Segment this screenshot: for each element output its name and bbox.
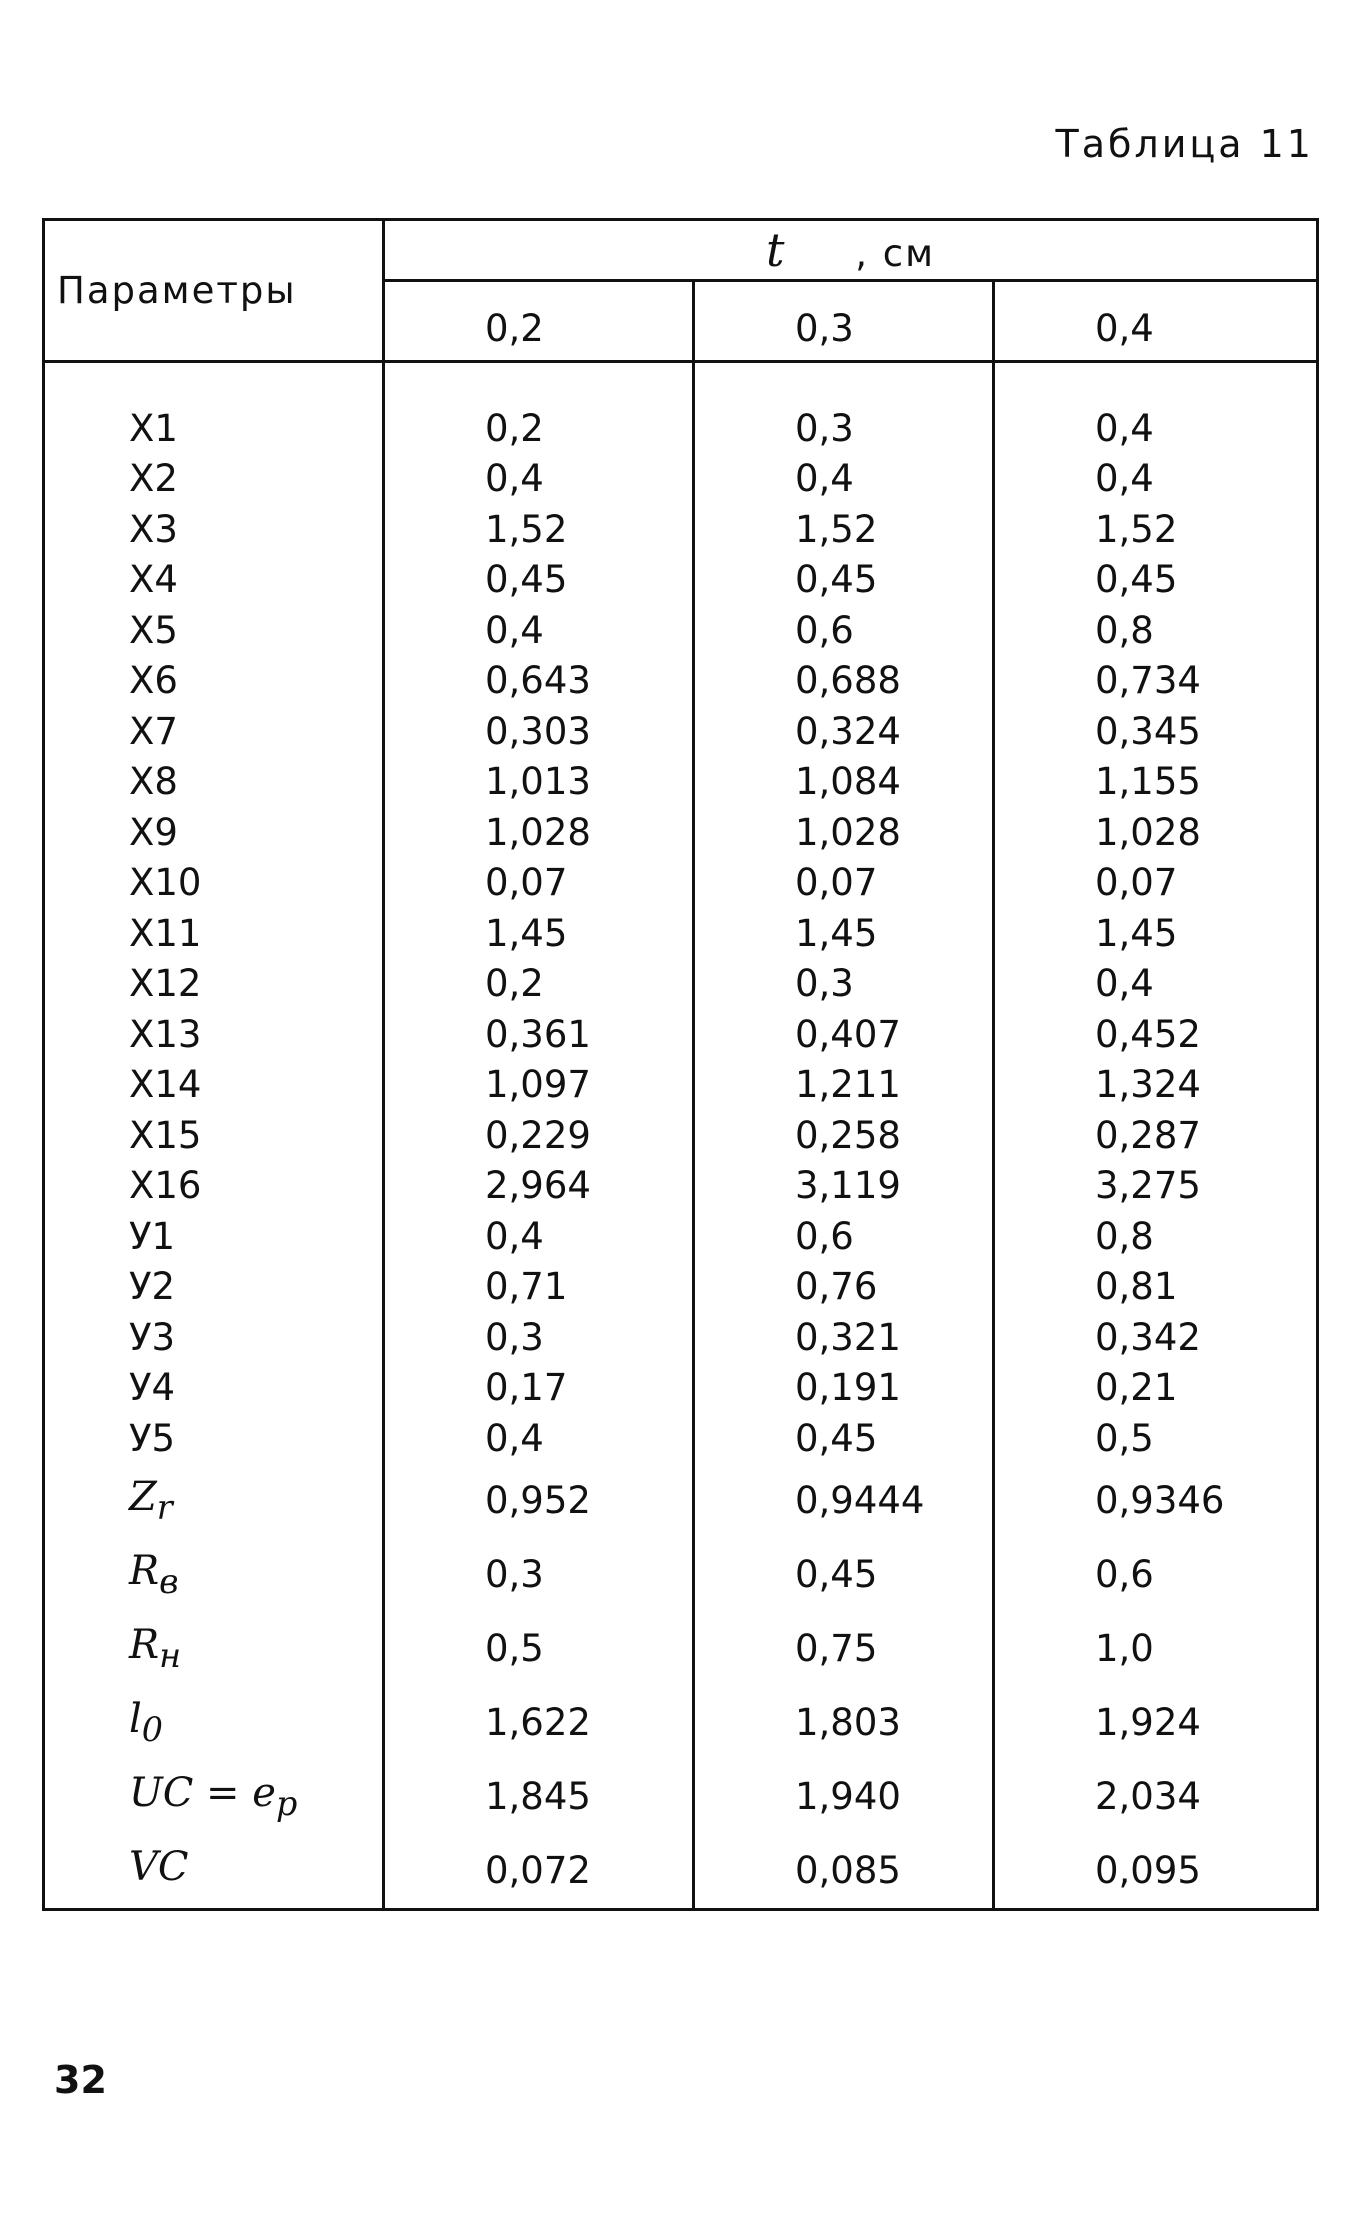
table-row xyxy=(44,1262,1318,1313)
table-row xyxy=(44,1612,1318,1686)
value-cell: 1,940 xyxy=(694,1760,994,1834)
table-row xyxy=(44,757,1318,808)
param-cell: У5 xyxy=(44,1413,384,1464)
value-cell: 1,028 xyxy=(994,807,1318,858)
param-cell: X14 xyxy=(44,1060,384,1111)
param-cell xyxy=(44,1538,384,1612)
param-symbol: UC = e xyxy=(129,1770,276,1816)
value-cell: 1,028 xyxy=(694,807,994,858)
param-symbol: R xyxy=(129,1548,160,1594)
value-cell: 0,9444 xyxy=(694,1464,994,1538)
value-cell: 0,4 xyxy=(994,959,1318,1010)
param-cell: X1 xyxy=(44,403,384,454)
value-cell: 0,952 xyxy=(384,1464,694,1538)
value-cell: 0,345 xyxy=(994,706,1318,757)
value-cell: 1,155 xyxy=(994,757,1318,808)
table-row xyxy=(44,1060,1318,1111)
value-cell: 0,4 xyxy=(384,454,694,505)
param-cell: X3 xyxy=(44,504,384,555)
value-cell: 1,324 xyxy=(994,1060,1318,1111)
value-cell: 1,52 xyxy=(994,504,1318,555)
value-cell: 0,688 xyxy=(694,656,994,707)
param-cell xyxy=(44,1612,384,1686)
table-caption: Таблица 11 xyxy=(1055,122,1314,166)
value-cell: 0,361 xyxy=(384,1009,694,1060)
value-cell: 0,45 xyxy=(384,555,694,606)
table-row xyxy=(44,1009,1318,1060)
spacer-row xyxy=(44,362,1318,404)
value-cell: 0,45 xyxy=(694,1538,994,1612)
table-row xyxy=(44,908,1318,959)
table-body xyxy=(44,362,1318,1910)
value-cell: 0,2 xyxy=(384,403,694,454)
table-row xyxy=(44,454,1318,505)
value-cell: 0,75 xyxy=(694,1612,994,1686)
value-cell: 0,4 xyxy=(994,403,1318,454)
table-row xyxy=(44,1538,1318,1612)
table-row xyxy=(44,1363,1318,1414)
table-row xyxy=(44,656,1318,707)
value-cell: 0,191 xyxy=(694,1363,994,1414)
value-cell: 0,07 xyxy=(384,858,694,909)
value-cell: 1,924 xyxy=(994,1686,1318,1760)
value-cell: 0,4 xyxy=(384,1211,694,1262)
value-cell: 0,5 xyxy=(384,1612,694,1686)
value-cell: 1,52 xyxy=(384,504,694,555)
param-subscript: 0 xyxy=(141,1710,164,1749)
param-cell: X15 xyxy=(44,1110,384,1161)
param-cell: У1 xyxy=(44,1211,384,1262)
table-row xyxy=(44,1464,1318,1538)
param-cell xyxy=(44,1464,384,1538)
table-row xyxy=(44,1312,1318,1363)
value-cell: 0,21 xyxy=(994,1363,1318,1414)
param-cell: X5 xyxy=(44,605,384,656)
value-cell: 1,45 xyxy=(994,908,1318,959)
table-row xyxy=(44,605,1318,656)
value-cell: 0,342 xyxy=(994,1312,1318,1363)
value-cell: 2,034 xyxy=(994,1760,1318,1834)
param-cell: X9 xyxy=(44,807,384,858)
value-cell: 0,321 xyxy=(694,1312,994,1363)
value-cell: 1,211 xyxy=(694,1060,994,1111)
column-header: 0,2 xyxy=(384,281,694,362)
param-cell: X13 xyxy=(44,1009,384,1060)
param-symbol: l xyxy=(129,1696,142,1742)
table-row xyxy=(44,1161,1318,1212)
table-row xyxy=(44,504,1318,555)
table-row xyxy=(44,807,1318,858)
value-cell: 0,4 xyxy=(694,454,994,505)
value-cell: 0,76 xyxy=(694,1262,994,1313)
thickness-group-header xyxy=(384,220,1318,281)
parameters-table xyxy=(42,218,1319,1911)
value-cell: 0,8 xyxy=(994,1211,1318,1262)
value-cell: 0,45 xyxy=(994,555,1318,606)
value-cell: 0,9346 xyxy=(994,1464,1318,1538)
param-cell: X2 xyxy=(44,454,384,505)
value-cell: 0,07 xyxy=(994,858,1318,909)
table-row xyxy=(44,858,1318,909)
value-cell: 0,072 xyxy=(384,1834,694,1910)
value-cell: 0,45 xyxy=(694,1413,994,1464)
table-row xyxy=(44,1110,1318,1161)
param-cell: X11 xyxy=(44,908,384,959)
param-cell: X8 xyxy=(44,757,384,808)
table-row xyxy=(44,959,1318,1010)
value-cell: 0,81 xyxy=(994,1262,1318,1313)
page-number: 32 xyxy=(54,2058,107,2102)
param-cell: X4 xyxy=(44,555,384,606)
value-cell: 1,084 xyxy=(694,757,994,808)
param-symbol: R xyxy=(129,1622,160,1668)
table-row xyxy=(44,555,1318,606)
value-cell: 0,085 xyxy=(694,1834,994,1910)
value-cell: 0,2 xyxy=(384,959,694,1010)
value-cell: 1,622 xyxy=(384,1686,694,1760)
param-cell: X10 xyxy=(44,858,384,909)
value-cell: 1,45 xyxy=(694,908,994,959)
table-row xyxy=(44,403,1318,454)
table-row xyxy=(44,706,1318,757)
param-symbol: Z xyxy=(129,1474,157,1520)
value-cell: 0,45 xyxy=(694,555,994,606)
value-cell: 0,452 xyxy=(994,1009,1318,1060)
value-cell: 0,3 xyxy=(694,959,994,1010)
value-cell: 3,275 xyxy=(994,1161,1318,1212)
column-header: 0,3 xyxy=(694,281,994,362)
param-subscript: p xyxy=(275,1784,298,1823)
table-row xyxy=(44,1760,1318,1834)
table-row xyxy=(44,1211,1318,1262)
value-cell: 0,6 xyxy=(994,1538,1318,1612)
value-cell: 0,6 xyxy=(694,605,994,656)
value-cell: 3,119 xyxy=(694,1161,994,1212)
column-header: 0,4 xyxy=(994,281,1318,362)
value-cell: 1,52 xyxy=(694,504,994,555)
value-cell: 0,4 xyxy=(994,454,1318,505)
param-cell: У2 xyxy=(44,1262,384,1313)
param-cell xyxy=(44,1686,384,1760)
value-cell: 0,303 xyxy=(384,706,694,757)
value-cell: 0,324 xyxy=(694,706,994,757)
value-cell: 0,3 xyxy=(384,1312,694,1363)
thickness-unit: , см xyxy=(855,232,936,275)
value-cell: 1,45 xyxy=(384,908,694,959)
param-cell: X7 xyxy=(44,706,384,757)
value-cell: 0,643 xyxy=(384,656,694,707)
param-subscript: н xyxy=(159,1636,182,1675)
value-cell: 0,258 xyxy=(694,1110,994,1161)
param-cell: У4 xyxy=(44,1363,384,1414)
value-cell: 0,3 xyxy=(384,1538,694,1612)
param-cell xyxy=(44,1760,384,1834)
param-column-header: Параметры xyxy=(44,220,384,362)
param-cell: X6 xyxy=(44,656,384,707)
value-cell: 1,013 xyxy=(384,757,694,808)
value-cell: 0,4 xyxy=(384,1413,694,1464)
value-cell: 0,71 xyxy=(384,1262,694,1313)
value-cell: 1,803 xyxy=(694,1686,994,1760)
value-cell: 0,734 xyxy=(994,656,1318,707)
value-cell: 0,8 xyxy=(994,605,1318,656)
table-row xyxy=(44,1834,1318,1910)
value-cell: 0,407 xyxy=(694,1009,994,1060)
table-row xyxy=(44,1686,1318,1760)
param-cell xyxy=(44,1834,384,1910)
table-row xyxy=(44,1413,1318,1464)
param-cell: У3 xyxy=(44,1312,384,1363)
value-cell: 0,4 xyxy=(384,605,694,656)
value-cell: 0,287 xyxy=(994,1110,1318,1161)
value-cell: 1,028 xyxy=(384,807,694,858)
value-cell: 0,5 xyxy=(994,1413,1318,1464)
value-cell: 0,17 xyxy=(384,1363,694,1414)
value-cell: 2,964 xyxy=(384,1161,694,1212)
param-cell: X12 xyxy=(44,959,384,1010)
value-cell: 0,095 xyxy=(994,1834,1318,1910)
param-subscript: в xyxy=(159,1562,179,1601)
value-cell: 1,0 xyxy=(994,1612,1318,1686)
value-cell: 1,097 xyxy=(384,1060,694,1111)
value-cell: 0,6 xyxy=(694,1211,994,1262)
param-cell: X16 xyxy=(44,1161,384,1212)
value-cell: 0,07 xyxy=(694,858,994,909)
value-cell: 0,229 xyxy=(384,1110,694,1161)
param-symbol: VC xyxy=(129,1844,189,1890)
value-cell: 1,845 xyxy=(384,1760,694,1834)
value-cell: 0,3 xyxy=(694,403,994,454)
thickness-symbol: t xyxy=(765,223,787,277)
param-subscript: r xyxy=(156,1488,173,1527)
